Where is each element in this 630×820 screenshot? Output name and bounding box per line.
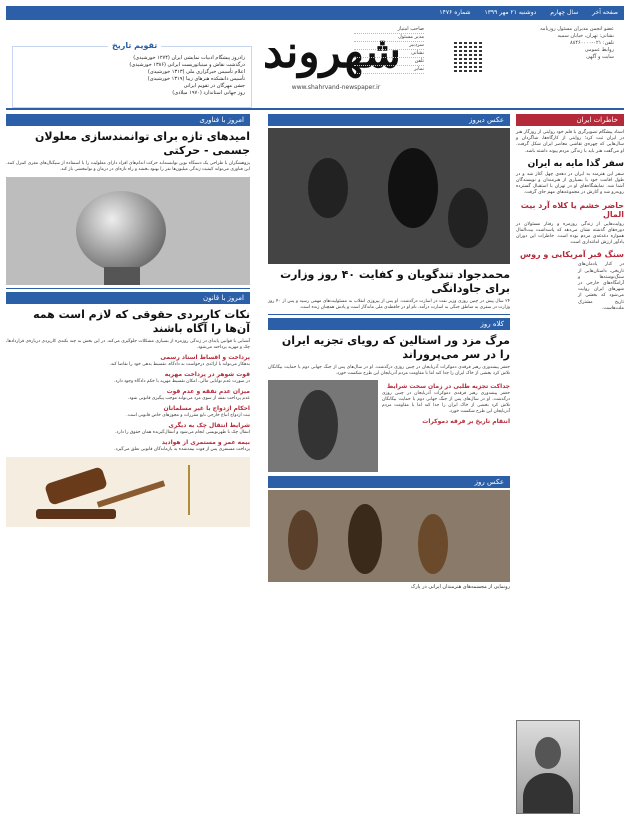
article-body: آشنایی با قوانین پایه‌ای در زندگی روزمره از بسیاری مشکلات جلوگیری می‌کند. در این بخش به چند نکته‌ی کاربردی درباره‌ی قراردادها، چک و مهریه پرداخته می‌شود. (6, 339, 250, 350)
gavel-head-icon (44, 466, 108, 505)
divider (268, 314, 510, 315)
legal-item-title: احکام ازدواج با غیر مسلمانان (163, 405, 250, 412)
right-column (516, 114, 624, 814)
contact-line: روابط عمومی (584, 47, 614, 53)
info-line: صاحب امتیاز (354, 26, 424, 34)
brand-url[interactable]: www.shahrvand-newspaper.ir (291, 84, 381, 91)
article-headline: مرگ مزد ور استالین که رویای تجزیه ایران را در سر می‌پروراند (281, 334, 510, 361)
legal-item-title: قوت شوهر در پرداخت مهریه (164, 371, 250, 378)
info-line: مدیر مسئول (354, 34, 424, 42)
section-header: امروز با فناوری (6, 114, 250, 126)
article-body: روایت‌هایی از زندگی روزمره و رفتار مسئولان در دوره‌های گذشته نشان می‌دهد که پاسداشت بیت‌المال همواره دغدغه‌ی مردم بوده است. خاطرات این دوران یادآور ارزش امانتداری است. (516, 221, 624, 246)
subhead: انتقام تاریخ بر فرقه دموکرات (422, 418, 510, 425)
subsections (382, 380, 510, 472)
contact-line: تلفن: ۰۲۱-۸۸۴۶۰۰۰۰ (569, 40, 614, 46)
calendar-item: جشن مهرگان در تقویم ایرانی (183, 83, 245, 89)
info-line: سردبیر (354, 42, 424, 50)
contact-line: عضو انجمن مدیران مسئول روزنامه (540, 26, 614, 32)
article-body: در کنار یادمان‌های تاریخی، داستان‌هایی از سنگ‌نوشته‌ها و آرامگاه‌های خارجی در شهرهای ایران روایت می‌شود که بخشی از تاریخ مشترک ملت‌هاست. (578, 262, 624, 311)
gavel-base (36, 509, 116, 519)
info-line: نشانی (354, 50, 424, 58)
archive-photo (268, 380, 378, 472)
masthead-contact (494, 26, 614, 61)
gavel-photo (6, 457, 250, 527)
photo-row (268, 380, 510, 472)
ribbon-item: صفحه آخر (592, 9, 618, 16)
photo-stand (104, 267, 140, 285)
ribbon-item: سال چهارم (550, 9, 579, 16)
calendar-title: تقویم تاریخ (108, 41, 161, 50)
calendar-item: درگذشت نقاش و مینیاتوریست ایرانی (۱۳۸۶ خورشیدی) (129, 62, 245, 68)
legal-item-title: میزان عدم نفقه و عدم قوت (166, 388, 250, 395)
daily-photo (268, 490, 510, 582)
ribbon-item: شماره ۱۴۷۶ (439, 9, 471, 16)
legal-item-text: ثبت ازدواج اتباع خارجی تابع مقررات و مجوزهای خاص قانونی است. (126, 413, 250, 418)
photo-figure (348, 504, 382, 574)
article-headline: محمدجواد تندگویان و کفایت ۴۰ روز وزارت برای جاودانگی (280, 268, 510, 295)
legal-item-text: در صورت عدم توانایی مالی، امکان تقسیط مهریه با حکم دادگاه وجود دارد. (114, 379, 250, 384)
scale-icon (188, 465, 230, 515)
historical-photo (268, 128, 510, 264)
middle-column (268, 114, 510, 814)
legal-item-text: بدهکار می‌تواند با ارائه‌ی درخواست به دادگاه، تقسیط بدهی خود را تقاضا کند. (109, 362, 250, 367)
legal-item-title: بیمه عمر و مستمری از هوادید (161, 439, 250, 446)
photo-tag: عکس روز (268, 476, 510, 488)
calendar-item: زادروز پیشگام ادبیات نمایشی ایران (۱۲۷۴ خورشیدی) (133, 55, 245, 61)
photo-caption: رونمایی از مجسمه‌های هنرمندان ایرانی در پارک (410, 584, 510, 590)
article-title: سنگ قبر آمریکایی و روس (520, 250, 624, 260)
info-line: نمابر (354, 66, 424, 74)
tech-photo (6, 177, 250, 285)
article-body: سفر این هنرمند به ایران در دهه‌ی چهل آغاز شد و در طول اقامت خود با بسیاری از هنرمندان و نویسندگان آشنا شد. نمایشگاه‌های او در تهران با استقبال گسترده روبه‌رو شد و آثارش در مجموعه‌های مهم جای گرفت. (516, 171, 624, 196)
portrait-photo (516, 720, 580, 814)
article-title: حاضر خشم یا کلاه آرد بیت المال (520, 200, 624, 219)
article-title: سفر گذا مایه به ایران (527, 158, 624, 169)
photo-figure (448, 188, 488, 248)
article-body: استاد پیشگام تصویرگری با قلم خود روایتی از روزگار هنر در ایران ثبت کرد؛ روایتی از کارگاه‌ها، شاگردان و سال‌هایی که چهره‌ی نقاشی معاصر ایران شکل گرفت. او می‌گفت هنر باید با زندگی مردم پیوند داشته باشد. (516, 130, 624, 154)
calendar-item: تأسیس دانشکده هنرهای زیبا (۱۳۱۹ خورشیدی) (147, 76, 245, 82)
masthead-ribbon (6, 6, 624, 20)
contact-line: سایت و آگهی (586, 54, 614, 60)
history-calendar (12, 41, 252, 108)
info-line: تلفن (354, 58, 424, 66)
calendar-item: روز جهانی استاندارد (۱۹۷۰ میلادی) (172, 90, 245, 96)
photo-figure (288, 510, 318, 570)
ribbon-item: دوشنبه ۲۱ مهر ۱۳۹۹ (484, 9, 537, 16)
photo-tag: عکس دیروز (268, 114, 510, 126)
contact-line: نشانی: تهران، خیابان سمیه (557, 33, 614, 39)
brain-device-icon (76, 191, 166, 271)
article-body: پژوهشگران با طراحی یک دستگاه نوین توانسته‌اند حرکت اندام‌های افراد دارای معلولیت را با استفاده از سیگنال‌های مغزی کنترل کنند. این فناوری می‌تواند کیفیت زندگی میلیون‌ها نفر را بهبود بخشد و راه تازه‌ای در درمان و توانبخشی باز کند. (6, 161, 250, 172)
legal-item-text: پرداخت مستمری پس از فوت بیمه‌شده به بازماندگان قانونی تعلق می‌گیرد. (114, 447, 250, 452)
photo-figure (388, 148, 438, 228)
portrait-body (523, 773, 573, 813)
qr-code-overlay (454, 42, 484, 72)
calendar-item: اعلام تأسیس خبرگزاری ملی (۱۳۱۳ خورشیدی) (147, 69, 245, 75)
section-header: خاطرات ایران (516, 114, 624, 126)
legal-item-text: انتقال چک با ظهرنویسی انجام می‌شود و انتقال‌گیرنده همان حقوق را دارد. (115, 430, 250, 435)
section-header: امروز با قانون (6, 292, 250, 304)
article-headline: امیدهای تازه برای توانمندسازی معلولان جسمی - حرکتی (35, 130, 250, 157)
portrait-face (535, 737, 561, 769)
photo-figure (298, 390, 338, 460)
photo-figure (308, 158, 348, 218)
gavel-handle (97, 480, 165, 507)
brand-logo: شهروند (262, 27, 401, 78)
masthead (6, 6, 624, 110)
article-body: جعفر پیشه‌وری رهبر فرقه‌ی دموکرات آذربایجان در چنین روزی درگذشت. او در سال‌های پس از جنگ جهانی دوم با حمایت بیگانگان تلاش کرد بخشی از خاک ایران را جدا کند اما با مقاومت مردم آذربایجان این طرح شکست خورد. (382, 391, 510, 414)
article-body: ۲۴ سال پیش در چنین روزی وزیر نفت در اسارت درگذشت. او پس از پیروزی انقلاب به مسئولیت‌های مهمی رسید و پس از ۴۰ روز وزارت در سفری به مناطق جنگی به اسارت درآمد. نام او در حافظه‌ی ملی ماندگار است و یادش همچنان زنده است. (268, 299, 510, 310)
left-column (6, 114, 250, 814)
masthead-info (354, 26, 424, 74)
legal-item-title: پرداخت و اقساط اسناد رسمی (160, 354, 250, 361)
subhead: جداکت تجزیه طلبی در زمان سخت شرایط (386, 383, 510, 390)
legal-item-text: عدم پرداخت نفقه از سوی مرد می‌تواند موجب پیگیری قانونی شود. (127, 396, 250, 401)
photo-figure (418, 514, 448, 574)
article-headline: نکات کاربردی حقوقی که لازم است همه آن‌ها را آگاه باشند (33, 308, 250, 335)
section-header: کلاه روز (268, 318, 510, 330)
calendar-list (19, 55, 245, 97)
divider (6, 288, 250, 289)
legal-item-title: شرایط انتقال چک به دیگری (168, 422, 250, 429)
article-body: جعفر پیشه‌وری رهبر فرقه‌ی دموکرات آذربایجان در چنین روزی درگذشت. او در سال‌های پس از جنگ جهانی دوم با حمایت بیگانگان تلاش کرد بخشی از خاک ایران را جدا کند اما با مقاومت مردم آذربایجان این طرح شکست خورد. (268, 365, 510, 376)
